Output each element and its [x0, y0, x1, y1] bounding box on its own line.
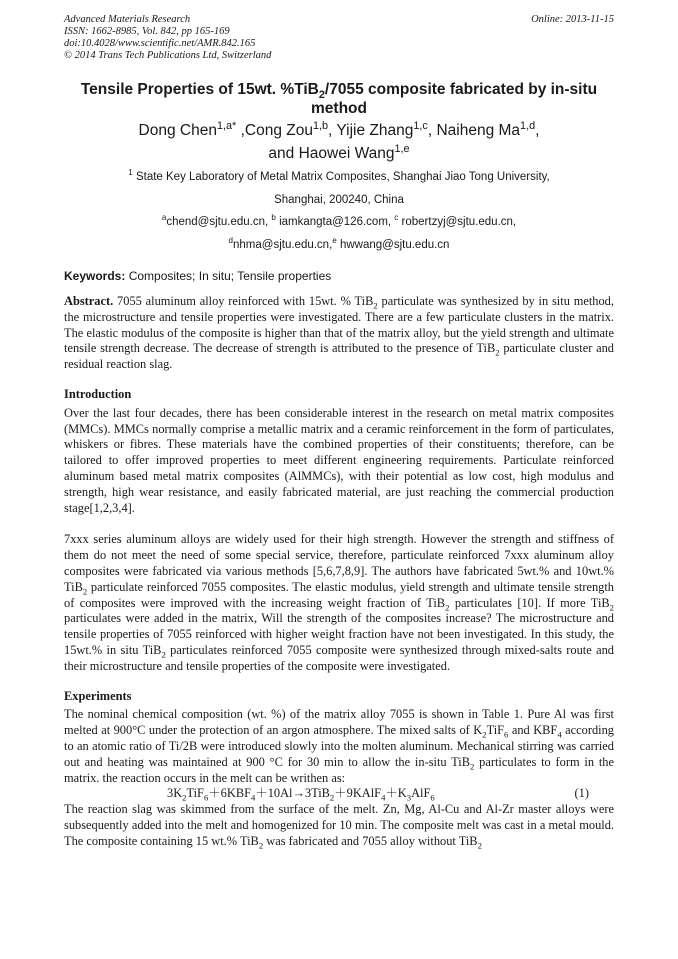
copyright-line: © 2014 Trans Tech Publications Ltd, Switzerland	[64, 50, 272, 61]
email-link[interactable]: iamkangta@126.com	[279, 216, 388, 228]
affiliation: $^1$ State Key Laboratory of Metal Matrix Composites, Shanghai Jiao Tong University, Shanghai, 200240, China $^a$chend@sjtu.edu.cn, $^b$ iamkangta@126.com, $^c$ robertzyj@sjtu.edu.cn, $^d$nhma@sjtu.edu.cn,$^e$ hwwang@sjtu.edu.cn	[128, 168, 550, 251]
online-date: Online: 2013-11-15	[531, 14, 614, 25]
email-link[interactable]: robertzyj@sjtu.edu.cn	[401, 216, 513, 228]
section-heading-experiments: Experiments	[64, 688, 132, 703]
author-name: Yijie Zhang	[336, 122, 414, 139]
author-name: Haowei Wang	[298, 145, 395, 162]
chemical-equation	[64, 786, 614, 802]
equation-formula: $3K_2TiF_6+6KBF_4+10Al\to 3TiB_2+9KAlF_4+K_3AlF_6$	[167, 786, 435, 803]
email-link[interactable]: nhma@sjtu.edu.cn	[233, 238, 330, 251]
email-link[interactable]: chend@sjtu.edu.cn	[166, 216, 265, 228]
paper-title: Tensile Properties of 15wt. %TiB$_2$/7055 composite fabricated by in-situ method	[80, 81, 598, 117]
paragraph: Over the last four decades, there has been considerable interest in the research on metal matrix composites (MMCs). MMCs normally comprise a metallic matrix and a ceramic reinforcement in the form of particulates, whiskers or fibres. These materials have the combined properties of their constituents; therefore, can be tailored to offer improved properties to meet different engineering requirements. Particulate reinforced aluminum based metal matrix composites (AlMMCs), with their potential as low cost, high modulus and strength, high wear resistance, and easily fabricated material, are just reaching the commercial production stage[1,2,3,4].	[64, 405, 614, 515]
author-name: Cong Zou	[244, 122, 313, 139]
journal-name: Advanced Materials Research	[64, 14, 191, 25]
email-link[interactable]: hwwang@sjtu.edu.cn	[339, 238, 450, 251]
paper-page	[64, 14, 614, 850]
author-list: Dong Chen$^{1,a*}$ ,Cong Zou$^{1,b}$, Yijie Zhang$^{1,c}$, Naiheng Ma$^{1,d}$, and Haowei Wang$^{1,e}$	[138, 119, 540, 162]
section-heading-introduction: Introduction	[64, 386, 132, 401]
journal-header	[64, 14, 614, 62]
abstract: Abstract. 7055 aluminum alloy reinforced with 15wt. % TiB$_2$ particulate was synthesized by in situ method, the microstructure and tensile properties were investigated. There are a few particulate clusters in the matrix. The elastic modulus of the composite is higher than that of the matrix alloy, but the yield strength and ultimate tensile strength decrease. The decrease of strength is attributed to the presence of TiB$_2$ particulate cluster and residual reaction slag.	[64, 294, 614, 372]
paragraph: The reaction slag was skimmed from the surface of the melt. Zn, Mg, Al-Cu and Al-Zr master alloys were subsequently added into the melt and homogenized for 10 min. The composite melt was cast in a metal mould. The composite containing 15 wt.% TiB$_2$ was fabricated and 7055 alloy without TiB$_2$	[64, 802, 614, 851]
doi-line: doi:10.4028/www.scientific.net/AMR.842.165	[64, 38, 256, 49]
equation-number: (1)	[574, 786, 589, 801]
keywords: Keywords: Composites; In situ; Tensile properties	[64, 269, 332, 283]
author-name: Naiheng Ma	[436, 122, 521, 139]
paragraph: 7xxx series aluminum alloys are widely used for their high strength. However the strength and stiffness of them do not meet the need of some special service, therefore, particulate reinforced 7xxx aluminum alloy composites were fabricated via various methods [5,6,7,8,9]. The authors have fabricated 5wt.% and 10wt.% TiB$_2$ particulate reinforced 7055 composites. The elastic modulus, yield strength and ultimate tensile strength of composites were improved with the increasing weight fraction of TiB$_2$ particulates [10]. If more TiB$_2$ particulates were added in the matrix, Will the strength of the composites increase? The microstructure and tensile properties of 7055 reinforced with higher weight fraction have not been investigated. In this study, the 15wt.% in situ TiB$_2$ particulates reinforced 7055 composite were synthesized through mixed-salts route and their microstructure and tensile properties of the composite were investigated.	[64, 532, 614, 673]
author-name: Dong Chen	[138, 122, 217, 139]
email-list: $^a$chend@sjtu.edu.cn, $^b$ iamkangta@126.com, $^c$ robertzyj@sjtu.edu.cn, $^d$nhma@sjtu.edu.cn,$^e$ hwwang@sjtu.edu.cn	[161, 213, 517, 251]
paragraph: The nominal chemical composition (wt. %) of the matrix alloy 7055 is shown in Table 1. Pure Al was first melted at 900°C under the protection of an argon atmosphere. The mixed salts of $K_2TiF_6$ and $KBF_4$ according to an atomic ratio of Ti/2B were introduced slowly into the molten aluminum. Mechanical stirring was carried out and heating was maintained at 900 °C for 30 min to allow the in-situ TiB$_2$ particulates to form in the matrix. the reaction occurs in the melt can be writhen as:	[64, 707, 614, 785]
issn-line: ISSN: 1662-8985, Vol. 842, pp 165-169	[64, 26, 230, 37]
